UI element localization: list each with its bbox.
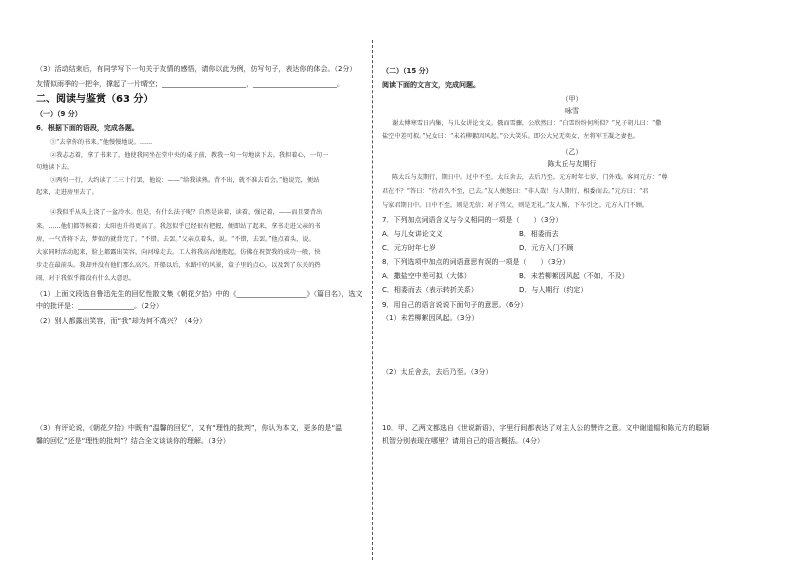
question-8-option-d[interactable]: D．与人期行（约定） xyxy=(519,286,588,294)
text-yi-label: （乙） xyxy=(561,148,583,156)
question-7-option-d[interactable]: D．元方入门不顾 xyxy=(519,244,574,252)
question-9-2: （2）太丘舍去，去后乃至。（3分） xyxy=(382,368,493,376)
question-7-option-c[interactable]: C．元方时年七岁 xyxy=(382,244,436,252)
text-yi-line-1: 陈太丘与友期行，期日中。过中不至，太丘舍去，去后乃至。元方时年七岁，门外戏。客问元方：“尊 xyxy=(392,174,668,181)
question-6-title: 6．根据下面的语段，完成各题。 xyxy=(36,124,139,132)
passage-para-2b: 句地读下去。 xyxy=(36,164,74,171)
text-yi-line-3: 与家君期日中。日中不至，则是无信；对子骂父，则是无礼。”友人惭，下车引之。元方入门不顾。 xyxy=(382,202,649,209)
question-8: 8．下列选项中加点的词语意思有误的一项是（ ）（3分） xyxy=(382,258,570,266)
classical-intro: 阅读下面的文言文，完成问题。 xyxy=(382,81,480,89)
question-9-1: （1）未若柳絮因风起。（3分） xyxy=(382,314,479,322)
column-divider xyxy=(372,40,373,560)
question-9: 9．用自己的语言说说下面句子的意思。（6分） xyxy=(382,301,528,309)
title-blank[interactable]: ____________________ xyxy=(236,290,307,298)
passage-para-4c: 房，一气背将下去，梦似的就背完了。“不错。去罢。”父亲点着头，说。“不错，去罢。”他点着头，说。 xyxy=(36,236,315,243)
question-10b: 机智分别表现在哪里？请用自己的语言概括。（4分） xyxy=(382,437,544,445)
passage-para-4b: 来。……他们都等候着；太阳也升得更高了。我忽似乎已经很有把握，便即站了起来，拿书走进父亲的书 xyxy=(36,223,321,230)
part-2-heading: （二）（15 分） xyxy=(382,67,433,75)
passage-para-4d: 大家同时活动起来，脸上都露出笑容，向河埠走去。工人将我高高地抱起，仿佛在祝贺我的成功一般，快 xyxy=(36,249,321,256)
text-jia-line-2: 盐空中差可拟。”兄女曰：“未若柳絮因风起。”公大笑乐。即公大兄无奕女，左将军王凝之妻也。 xyxy=(382,133,639,140)
passage-para-2a: ②我忐忑着，拿了书来了。他使我同坐在堂中央的桌子前，教我一句一句地读下去。我担着心，一句一 xyxy=(50,152,329,159)
question-7-option-b[interactable]: B．相委而去 xyxy=(519,230,559,238)
text-yi-line-2: 君在不？”答曰：“待君久不至，已去。”友人便怒曰：“非人哉！与人期行，相委而去。”元方曰：“君 xyxy=(382,188,649,195)
passage-para-4a: ④我似乎从头上浇了一盆冷水。但是，有什么法子呢？自然是读着，读着，强记着，——而且要背出 xyxy=(50,209,323,216)
question-5-3: （3）活动结束后，有同学写下一句关于友情的感悟，请你以此为例，仿写句子，表达你的体会。（2分） xyxy=(36,65,357,73)
question-6-1 xyxy=(36,290,362,299)
question-7-option-a[interactable]: A．与儿女讲论文义 xyxy=(382,230,443,238)
passage-para-4f: 闹，对于我似乎都没有什么大意思。 xyxy=(36,275,135,282)
question-7: 7．下列加点词语含义与今义相同的一项是（ ）（3分） xyxy=(382,216,563,224)
question-8-option-b[interactable]: B．未若柳絮因风起（不如，不及） xyxy=(519,272,629,280)
question-5-3-answer-line: 友情似雨季的一把伞，撑起了一片晴空；________________________，________________________。 xyxy=(36,80,344,88)
text-jia-title: 咏雪 xyxy=(565,107,579,115)
question-6-2: （2）别人都露出笑容，而“我”却为何不高兴？（4分） xyxy=(36,317,207,325)
text-jia-line-1: 谢太傅寒雪日内集，与儿女讲论文义。俄而雪骤，公欣然曰：“白雪纷纷何所似？”兄子胡儿曰：“撒 xyxy=(392,120,662,127)
question-6-1-text: （1）上面文段选自鲁迅先生的回忆性散文集《朝花夕拾》中的《 xyxy=(36,290,237,298)
passage-para-1: ①“去拿你的书来。”他慢慢地说。…… xyxy=(50,139,153,146)
question-6-3a: （3）有评论说，《朝花夕拾》中既有“温馨的回忆”，又有“理性的批判”，你认为本文，更多的是“温 xyxy=(36,424,343,432)
part-1-heading: （一）（9 分） xyxy=(36,110,82,118)
text-jia-label: （甲） xyxy=(561,95,583,103)
text-yi-title: 陈太丘与友期行 xyxy=(547,160,597,168)
passage-para-3a: ③两句一行，大约读了二三十行罢，他说：——“给我读熟。背不出，就不准去看会。”他说完，便站 xyxy=(50,177,320,184)
question-8-option-c[interactable]: C．相委而去（表示转折关系） xyxy=(382,286,478,294)
question-6-1-suffix: 》（篇目名），选文 xyxy=(306,290,363,298)
passage-para-4e: 步走在最前头。我却并没有他们那么高兴。开船以后，水路中的风景，盒子里的点心，以及到了东关的热 xyxy=(36,262,321,269)
question-8-option-a[interactable]: A．撒盐空中差可拟（大体） xyxy=(382,272,471,280)
section-title-reading: 二、阅读与鉴赏（63 分） xyxy=(36,94,154,105)
question-6-3b: 馨的回忆”还是“理性的批判”？结合全文谈谈你的理解。（3分） xyxy=(36,437,230,445)
question-6-1-criticism: 中的批评是：________________。（2分） xyxy=(36,302,163,310)
passage-para-3b: 起来，走进房里去了。 xyxy=(36,189,98,196)
question-10a: 10．甲、乙两文都选自《世说新语》，字里行间都表达了对主人公的赞许之意。文中谢道韫和陈元方的聪颖 xyxy=(382,424,710,432)
